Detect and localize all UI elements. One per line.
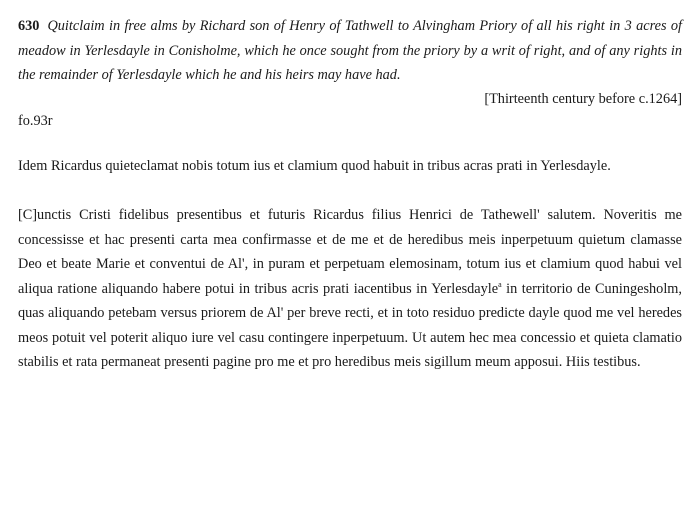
calendar-text: Quitclaim in free alms by Richard son of Henry of Tathwell to Alvingham Priory of all his right in 3 acres of meadow in Yerlesdayle in Conisholme, which he once sought from the priory by a writ of right, and of any rights in the remainder of Yerlesdayle which he and his heirs may have had. — [18, 18, 682, 83]
charter-text-part1: [C]unctis Cristi fidelibus presentibus et futuris Ricardus filius Henrici de Tathewell' salutem. Noveritis me concessisse et hac presenti carta mea confirmasse et de me et de heredibus meis inperpetuum quietum clamasse Deo et beate Marie et conventui de Al', in puram et perpetuam elemosinam, totum ius et clamium quod habui vel aliqua ratione aliquando habere potui in tribus acris prati iacentibus in Yerlesdayle — [18, 207, 682, 297]
entry-number: 630 — [18, 18, 40, 34]
charter-text-part2: in territorio de Cuningesholm, quas aliquando petebam versus priorem de Al' per breve recti, et in toto residuo predicte dayle quod me vel heredes meos potuit vel poterit aliquo iure vel casu contingere inperpetuum. Ut autem hec mea concessio et quieta clamatio stabilis et rata permaneat presenti pagine pro me et pro heredibus meis sigillum meum apposui. Hiis testibus. — [18, 280, 682, 370]
rubric-paragraph: Idem Ricardus quieteclamat nobis totum ius et clamium quod habuit in tribus acras prati in Yerlesdayle. — [18, 157, 611, 174]
entry-calendar — [18, 14, 682, 88]
entry-date: [Thirteenth century before c.1264] — [484, 90, 682, 107]
footnote-marker: a — [498, 279, 502, 289]
folio-reference: fo.93r — [18, 112, 53, 129]
document-page — [18, 14, 682, 375]
charter-paragraph — [18, 203, 682, 375]
